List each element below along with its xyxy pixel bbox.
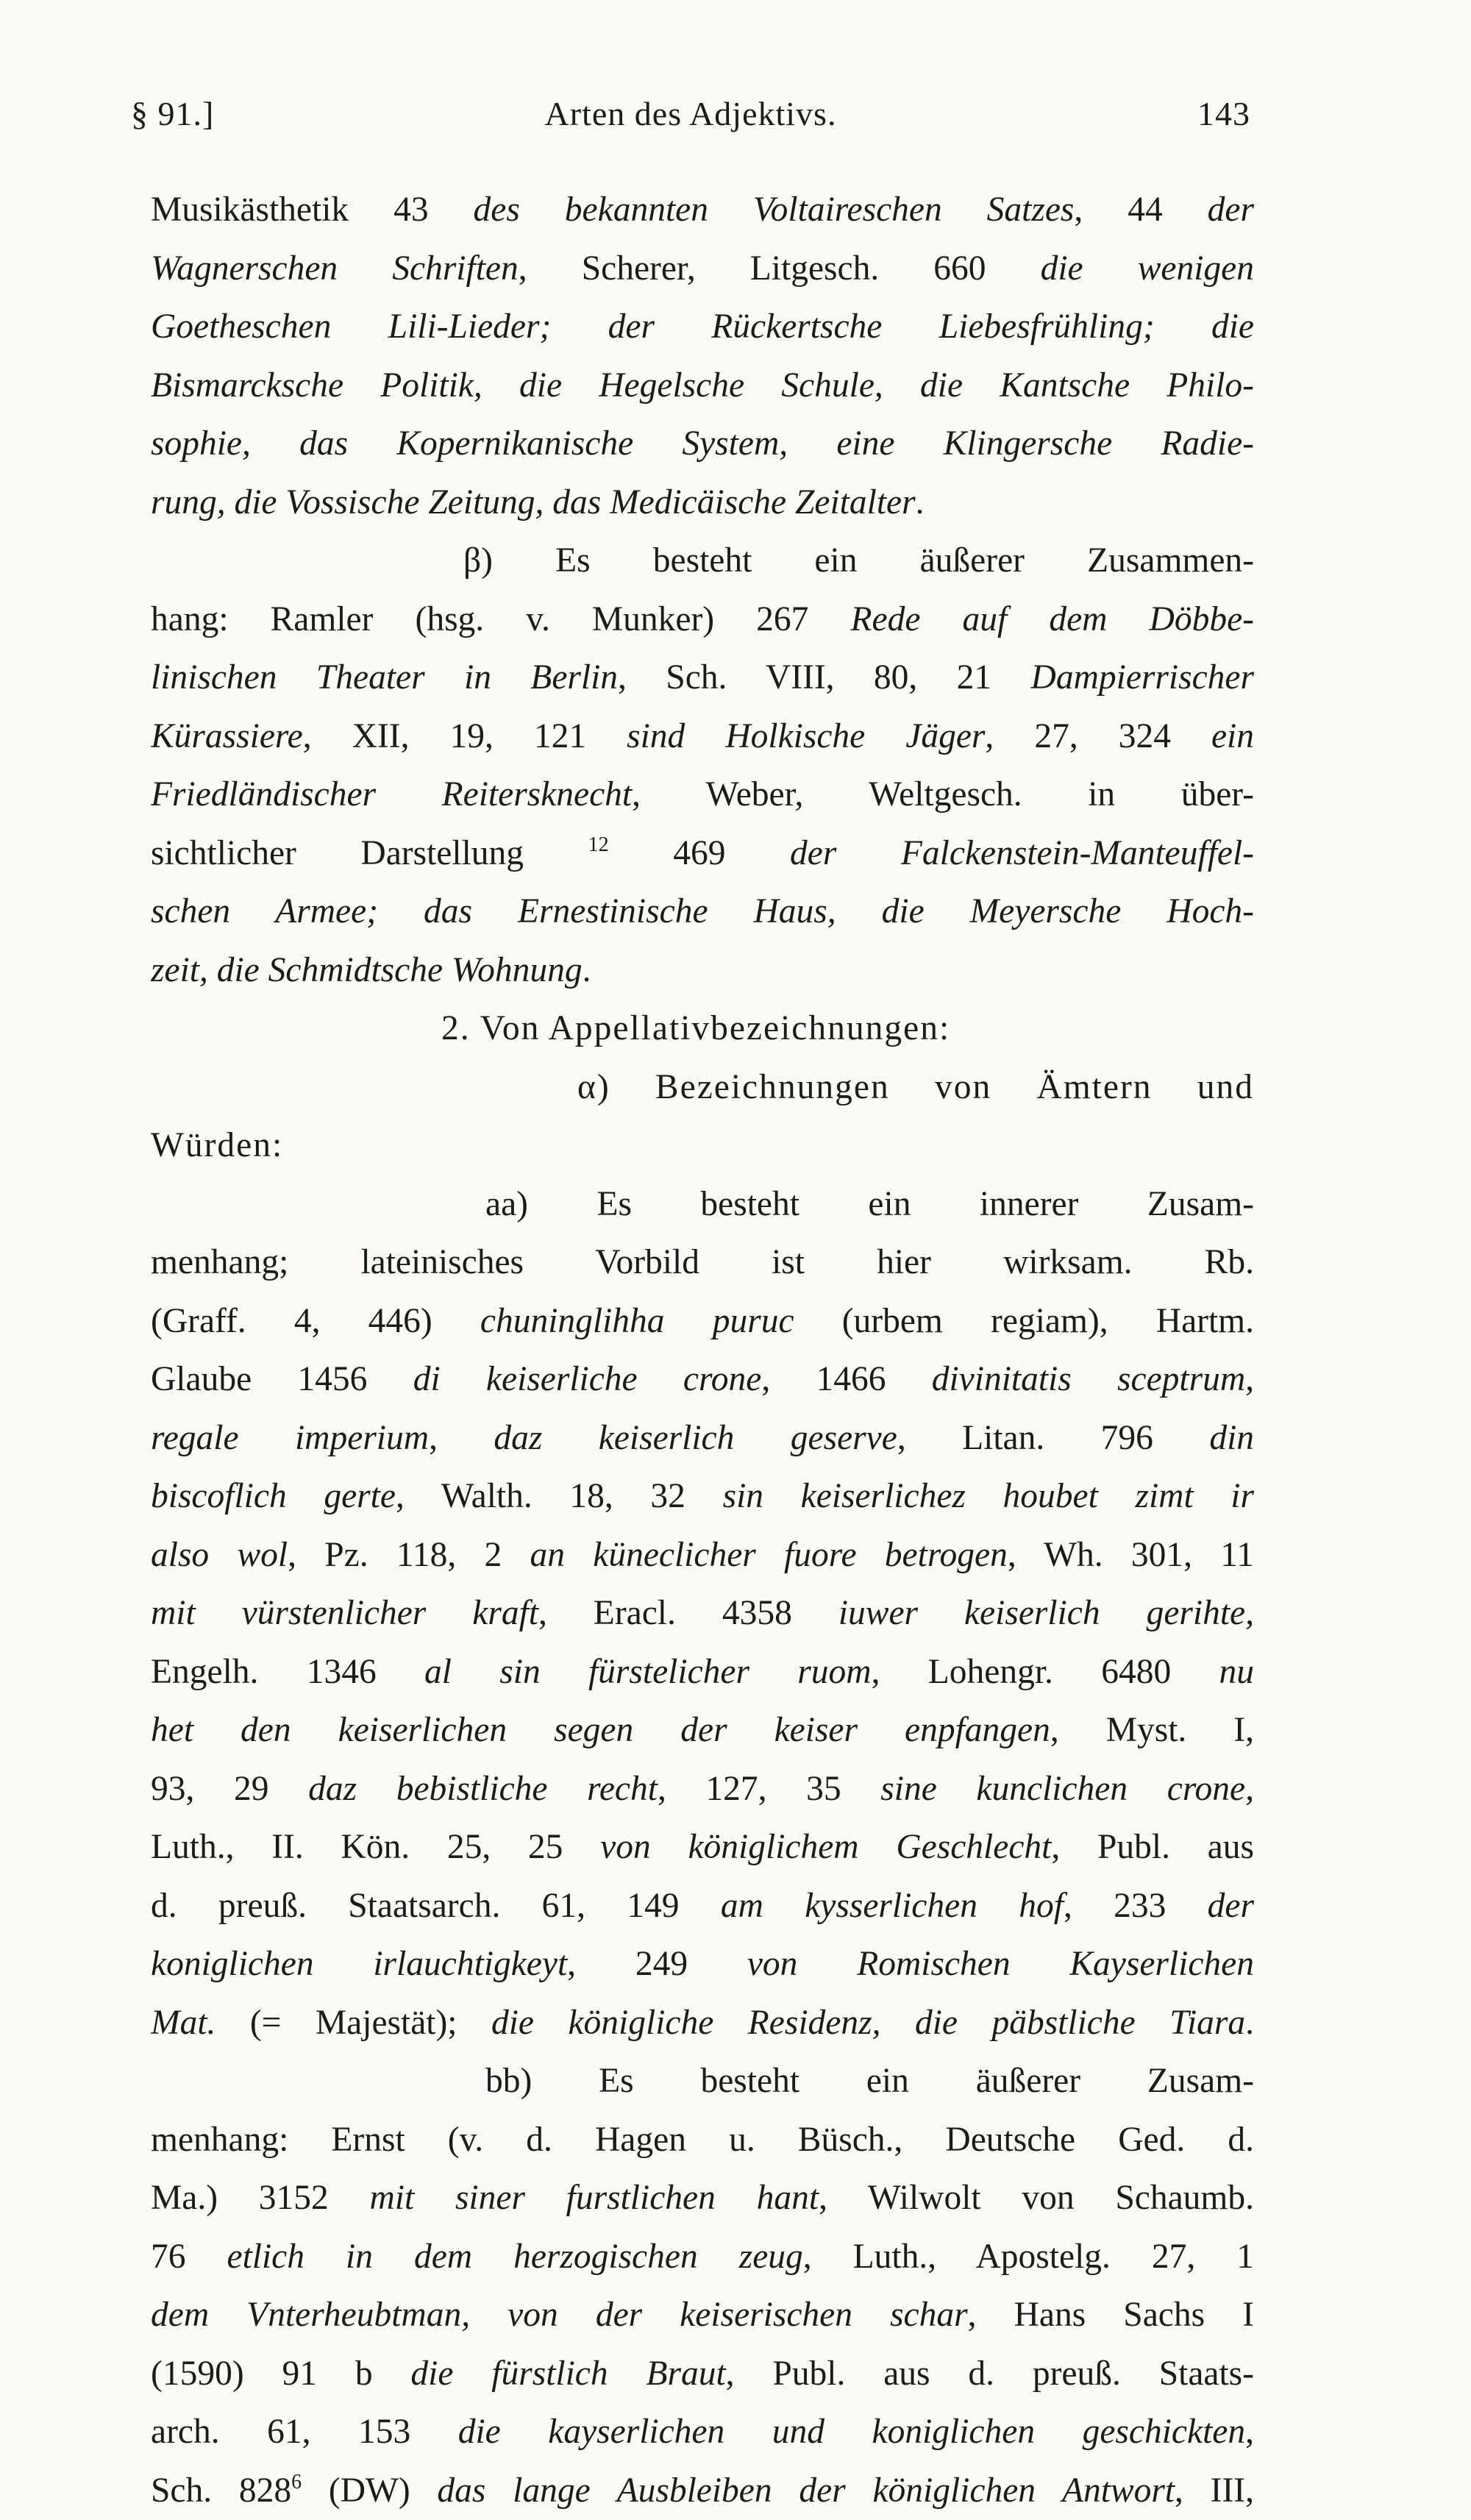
italic-span: sin keiserlichez houbet zimt ir [723,1477,1254,1515]
text-span: Luth., II. Kön. 25, 25 [151,1828,600,1866]
text-span: hang: Ramler (hsg. v. Munker) 267 [151,600,851,638]
text-span: , 1466 [761,1360,931,1398]
italic-span: der Falckenstein-Manteuffel- [790,834,1254,872]
text-line [151,825,1254,883]
italic-span: Kürassiere [151,717,303,755]
italic-span: regale imperium [151,1419,429,1457]
text-span: , Weber, Weltgesch. in über- [632,775,1254,814]
text-span: Musikästhetik 43 [151,191,474,229]
text-line [151,1409,1254,1468]
text-line [151,2403,1254,2462]
text-span: . [583,951,591,989]
italic-span: die kayserlichen und koniglichen geschickten [458,2413,1245,2451]
italic-span: Rede auf dem Döbbe- [851,600,1254,638]
italic-span: al sin fürstelicher ruom [424,1653,872,1691]
italic-span: etlich in dem herzogischen zeug [227,2238,803,2276]
text-span: , XII, 19, 121 [303,717,627,755]
text-line [151,1175,1254,1234]
text-line [151,1935,1254,1994]
text-line [151,1701,1254,1760]
text-span: , Publ. aus [1051,1828,1254,1866]
text-span: menhang; lateinisches Vorbild ist hier wirksam. Rb. [151,1243,1254,1281]
text-line [151,1818,1254,1877]
text-line [151,2286,1254,2345]
text-span: 93, 29 [151,1770,308,1808]
text-span: Ma.) 3152 [151,2179,370,2217]
text-span: Glaube 1456 [151,1360,413,1398]
text-line [151,181,1254,240]
text-span: , [429,1419,494,1457]
text-line [151,1643,1254,1702]
italic-span: von Romischen Kayserlichen [747,1945,1254,1983]
text-line [151,708,1254,766]
text-span: , Publ. aus d. preuß. Staats- [726,2355,1254,2393]
text-span: 469 [609,834,790,872]
italic-span: ein [1211,717,1254,755]
text-line [151,415,1254,474]
text-line [151,1584,1254,1643]
text-span: , 127, 35 [658,1770,880,1808]
italic-span: di keiserliche crone [413,1360,762,1398]
paragraph-aa [151,1175,1254,2053]
text-span: , 27, 324 [985,717,1211,755]
text-span: , Myst. I, [1050,1711,1254,1749]
text-span: (DW) [302,2471,437,2510]
text-line [151,1877,1254,1936]
text-line [151,532,1254,591]
text-line [151,883,1254,942]
subsubsection-heading: α) Bezeichnungen von Ämtern und [151,1058,1254,1117]
italic-span: das lange Ausbleiben der königlichen Antwort [437,2471,1175,2510]
paragraph-adjective-examples [151,181,1254,532]
italic-span: des bekannten Voltaireschen Satzes [474,191,1075,229]
text-line [151,240,1254,299]
italic-span: dem Vnterheubtman, von der keiserischen schar [151,2296,968,2334]
text-span: Engelh. 1346 [151,1653,424,1691]
page-number: 143 [1197,94,1250,133]
page-body [151,181,1254,2520]
italic-span: mit vürstenlicher kraft [151,1594,538,1632]
text-line [151,1760,1254,1819]
italic-span: Dampierrischer [1031,658,1254,697]
text-span: , Walth. 18, 32 [396,1477,723,1515]
italic-span: chuninglihha puruc [480,1302,794,1340]
italic-span: Bismarcksche Politik, die Hegelsche Schule, die Kantsche Philo- [151,366,1254,405]
italic-span: die königliche Residenz, die päbstliche Tiara [491,2004,1245,2042]
italic-span: sind Holkische Jäger [627,717,985,755]
italic-span: an küneclicher fuore betrogen [530,1536,1007,1574]
text-line [151,2052,1254,2111]
text-span: , Eracl. 4358 [538,1594,838,1632]
text-span: (1590) 91 b [151,2355,410,2393]
text-span: aa) Es besteht ein innerer Zusam- [485,1185,1254,1223]
italic-span: iuwer keiserlich gerihte, [838,1594,1254,1632]
italic-span: daz keiserlich geserve [494,1419,897,1457]
text-span: . [916,483,925,522]
italic-span: mit siner furstlichen hant [370,2179,819,2217]
italic-span: din [1209,1419,1254,1457]
text-span: Sch. 828 [151,2471,291,2510]
text-span: arch. 61, 153 [151,2413,458,2451]
text-line [151,766,1254,825]
section-marker: § 91.] [131,94,214,133]
italic-span: schen Armee; das Ernestinische Haus, die Meyersche Hoch- [151,892,1254,930]
running-header [131,94,1250,138]
text-line [151,2169,1254,2228]
text-line [151,2345,1254,2404]
italic-span: biscoflich gerte [151,1477,396,1515]
text-span: , 249 [567,1945,747,1983]
italic-span: also wol [151,1536,288,1574]
text-line [151,591,1254,649]
text-line [151,474,1254,533]
text-span: , Wilwolt von Schaumb. [819,2179,1254,2217]
text-span: , Litan. 796 [897,1419,1209,1457]
text-span: , III, [1175,2471,1254,2510]
text-span: , Luth., Apostelg. 27, 1 [803,2238,1254,2276]
text-span: , Sch. VIII, 80, 21 [618,658,1031,697]
italic-span: Wagnerschen Schriften [151,249,519,288]
text-span: 76 [151,2238,227,2276]
text-line [151,1234,1254,1292]
text-line [151,2462,1254,2520]
italic-span: Mat. [151,2004,216,2042]
text-span: , Wh. 301, 11 [1008,1536,1254,1574]
italic-span: sine kunclichen crone, [880,1770,1254,1808]
text-line [151,2228,1254,2287]
italic-span: am kysserlichen hof [721,1887,1064,1925]
paragraph-beta [151,532,1254,1000]
footnote-superscript: 6 [291,2471,302,2494]
text-span: sichtlicher Darstellung [151,834,588,872]
text-line [151,1292,1254,1351]
subsection-heading: 2. Von Appellativbezeichnungen: [151,1000,1254,1058]
italic-span: die fürstlich Braut [410,2355,725,2393]
text-span: β) Es besteht ein äußerer Zusammen- [463,541,1254,580]
italic-span: het den keiserlichen segen der keiser enpfangen [151,1711,1050,1749]
italic-span: daz bebistliche recht [308,1770,658,1808]
text-line [151,357,1254,416]
italic-span: zeit, die Schmidtsche Wohnung [151,951,583,989]
text-span: (Graff. 4, 446) [151,1302,480,1340]
italic-span: koniglichen irlauchtigkeyt [151,1945,567,1983]
italic-span: linischen Theater in Berlin [151,658,618,697]
italic-span: der [1208,1887,1254,1925]
italic-span: der [1208,191,1254,229]
text-span: , Hans Sachs I [968,2296,1254,2334]
text-span: , Scherer, Litgesch. 660 [519,249,1041,288]
text-span: , 233 [1064,1887,1208,1925]
text-span: (= Majestät); [216,2004,491,2042]
italic-span: nu [1219,1653,1255,1691]
italic-span: rung, die Vossische Zeitung, das Medicäische Zeitalter [151,483,916,522]
text-span: menhang: Ernst (v. d. Hagen u. Büsch., Deutsche Ged. d. [151,2121,1254,2159]
text-span: , [1245,2413,1254,2451]
text-span: (urbem regiam), Hartm. [794,1302,1254,1340]
text-line [151,298,1254,357]
text-line [151,2111,1254,2170]
paragraph-bb [151,2052,1254,2520]
text-span: , Pz. 118, 2 [288,1536,530,1574]
text-span: . [1245,2004,1254,2042]
italic-span: die wenigen [1041,249,1254,288]
subsubsection-heading-continued: Würden: [151,1117,1254,1175]
text-span: , Lohengr. 6480 [872,1653,1219,1691]
text-span: bb) Es besteht ein äußerer Zusam- [485,2062,1254,2100]
running-title: Arten des Adjektivs. [131,94,1250,133]
italic-span: divinitatis sceptrum, [932,1360,1254,1398]
text-line [151,1350,1254,1409]
text-line [151,942,1254,1000]
text-line [151,649,1254,708]
italic-span: von königlichem Geschlecht [600,1828,1051,1866]
text-span: d. preuß. Staatsarch. 61, 149 [151,1887,721,1925]
italic-span: sophie, das Kopernikanische System, eine Klingersche Radie- [151,424,1254,463]
text-span: , 44 [1074,191,1207,229]
italic-span: Goetheschen Lili-Lieder; der Rückertsche Liebesfrühling; die [151,307,1254,346]
text-line [151,1526,1254,1585]
footnote-superscript: 12 [588,833,609,856]
text-line [151,1467,1254,1526]
italic-span: Friedländischer Reitersknecht [151,775,632,814]
text-line [151,1994,1254,2053]
